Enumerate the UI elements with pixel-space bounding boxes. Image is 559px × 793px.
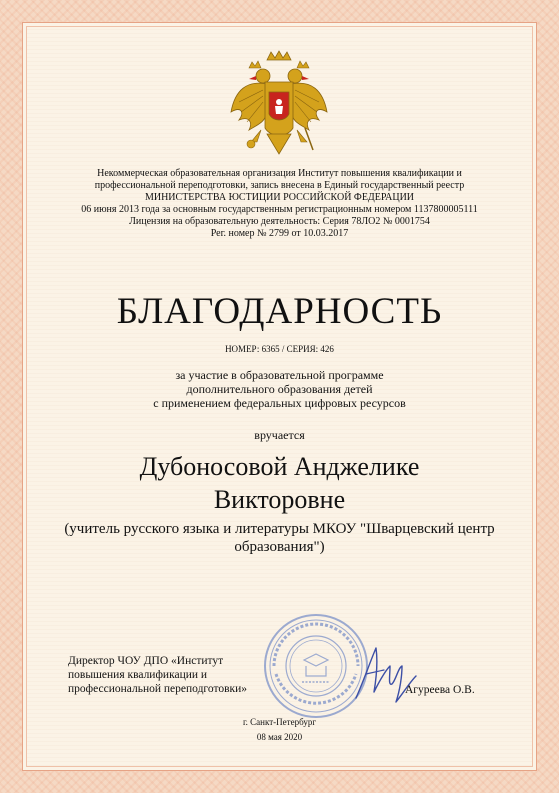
award-purpose	[0, 368, 559, 410]
director-title	[68, 654, 278, 696]
header-line: 06 июня 2013 года за основным государственным регистрационным номером 1137800005111	[81, 204, 478, 215]
awarded-label: вручается	[254, 428, 305, 442]
header-line: Рег. номер № 2799 от 10.03.2017	[210, 228, 349, 239]
header-line: профессиональной переподготовки, запись внесена в Единый государственный реестр	[94, 180, 465, 191]
purpose-line: за участие в образовательной программе	[175, 368, 384, 382]
director-line: повышения квалификации и	[68, 669, 208, 681]
position-line: (учитель русского языка и литературы МКОУ "Шварцевский центр	[64, 521, 495, 537]
recipient-name-line: Викторовне	[213, 485, 346, 514]
organization-header	[40, 168, 519, 240]
position-line: образования")	[234, 539, 325, 555]
header-line: Лицензия на образовательную деятельность: Серия 78ЛО2 № 0001754	[129, 216, 430, 227]
handwritten-signature-icon	[350, 640, 420, 710]
issue-date: 08 мая 2020	[256, 732, 303, 742]
recipient-position	[60, 520, 499, 556]
purpose-line: с применением федеральных цифровых ресурсов	[153, 396, 406, 410]
director-line: профессиональной переподготовки»	[68, 683, 247, 695]
header-line: Некоммерческая образовательная организация Институт повышения квалификации и	[97, 168, 462, 179]
director-line: Директор ЧОУ ДПО «Институт	[68, 655, 224, 667]
recipient-name	[0, 450, 559, 516]
recipient-name-line: Дубоносовой Анджелике	[139, 452, 420, 481]
certificate-title: БЛАГОДАРНОСТЬ	[116, 291, 443, 332]
signer-name: Агуреева О.В.	[405, 684, 475, 696]
certificate-number: НОМЕР: 6365 / СЕРИЯ: 426	[225, 344, 334, 354]
purpose-line: дополнительного образования детей	[186, 382, 373, 396]
russian-coat-of-arms-icon	[227, 50, 331, 162]
issue-city: г. Санкт-Петербург	[242, 717, 317, 727]
header-line: МИНИСТЕРСТВА ЮСТИЦИИ РОССИЙСКОЙ ФЕДЕРАЦИИ	[144, 192, 415, 203]
